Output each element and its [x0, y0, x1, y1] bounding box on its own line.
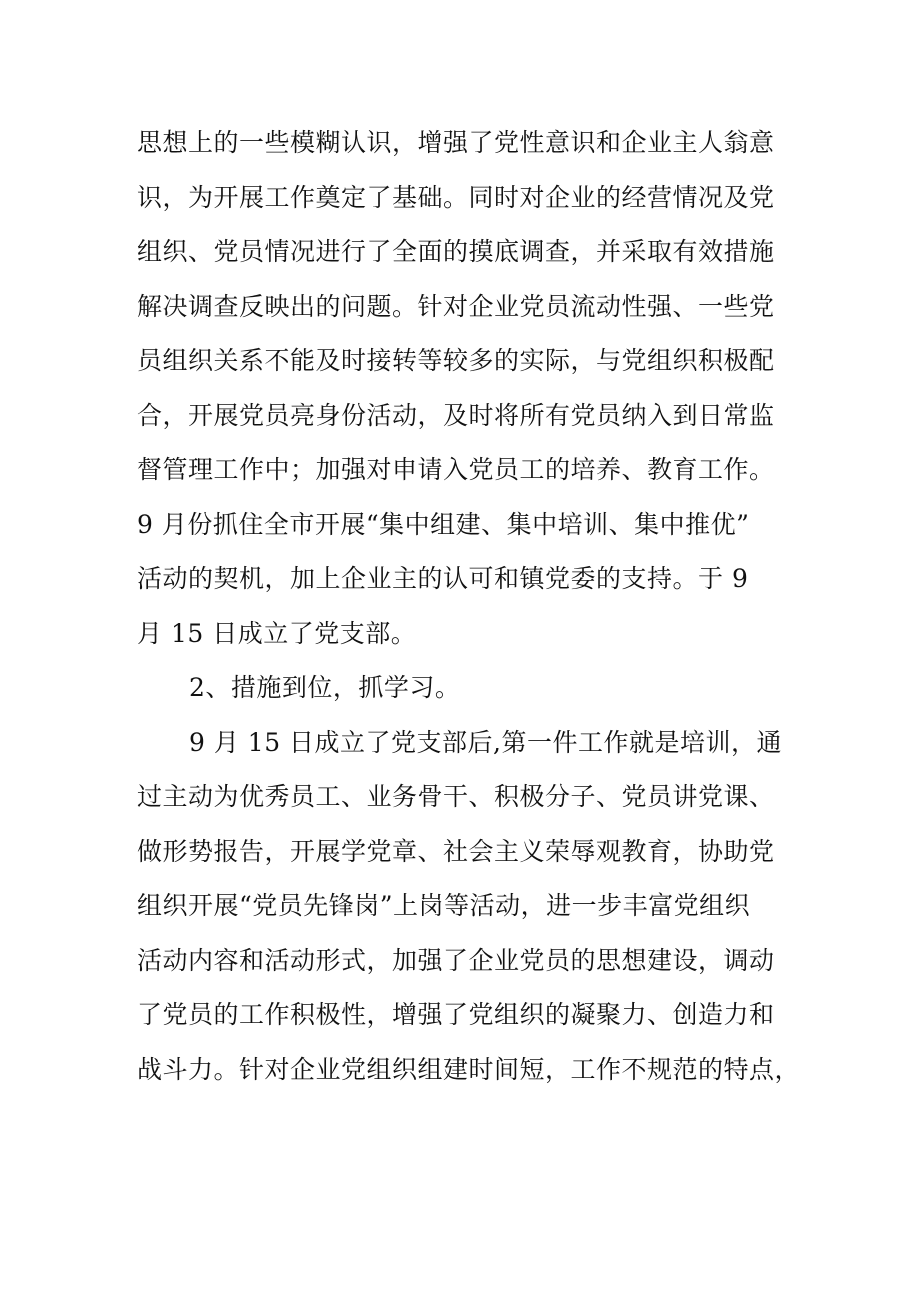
- paragraph-first-line: 9 月 15 日成立了党支部后,第一件工作就是培训，通: [189, 727, 783, 757]
- text-line: 月 15 日成立了党支部。: [137, 618, 417, 648]
- text-line: 识，为开展工作奠定了基础。同时对企业的经营情况及党: [137, 182, 775, 212]
- text-line: 督管理工作中；加强对申请入党员工的培养、教育工作。: [137, 455, 775, 484]
- text-line: 了党员的工作积极性，增强了党组织的凝聚力、创造力和: [137, 1000, 775, 1029]
- text-line: 组织开展“党员先锋岗”上岗等活动，进一步丰富党组织: [137, 891, 751, 920]
- text-line: 合，开展党员亮身份活动，及时将所有党员纳入到日常监: [137, 400, 775, 430]
- text-line: 过主动为优秀员工、业务骨干、积极分子、党员讲党课、: [137, 782, 775, 811]
- text-line: 思想上的一些模糊认识，增强了党性意识和企业主人翁意: [137, 128, 775, 157]
- text-line: 战斗力。针对企业党组织组建时间短，工作不规范的特点，: [137, 1054, 801, 1084]
- text-line: 活动的契机，加上企业主的认可和镇党委的支持。于 9: [137, 564, 749, 593]
- text-line: 活动内容和活动形式，加强了企业党员的思想建设，调动: [137, 945, 775, 975]
- text-line: 做形势报告，开展学党章、社会主义荣辱观教育，协助党: [137, 836, 775, 866]
- text-line: 员组织关系不能及时接转等较多的实际，与党组织积极配: [137, 346, 775, 375]
- body-text: [137, 121, 807, 1102]
- text-line: 解决调查反映出的问题。针对企业党员流动性强、一些党: [137, 291, 775, 321]
- text-line: 组织、党员情况进行了全面的摸底调查，并采取有效措施: [137, 237, 775, 266]
- text-line: 9 月份抓住全市开展“集中组建、集中培训、集中推优”: [137, 509, 750, 539]
- section-heading: 2、措施到位，抓学习。: [189, 673, 461, 702]
